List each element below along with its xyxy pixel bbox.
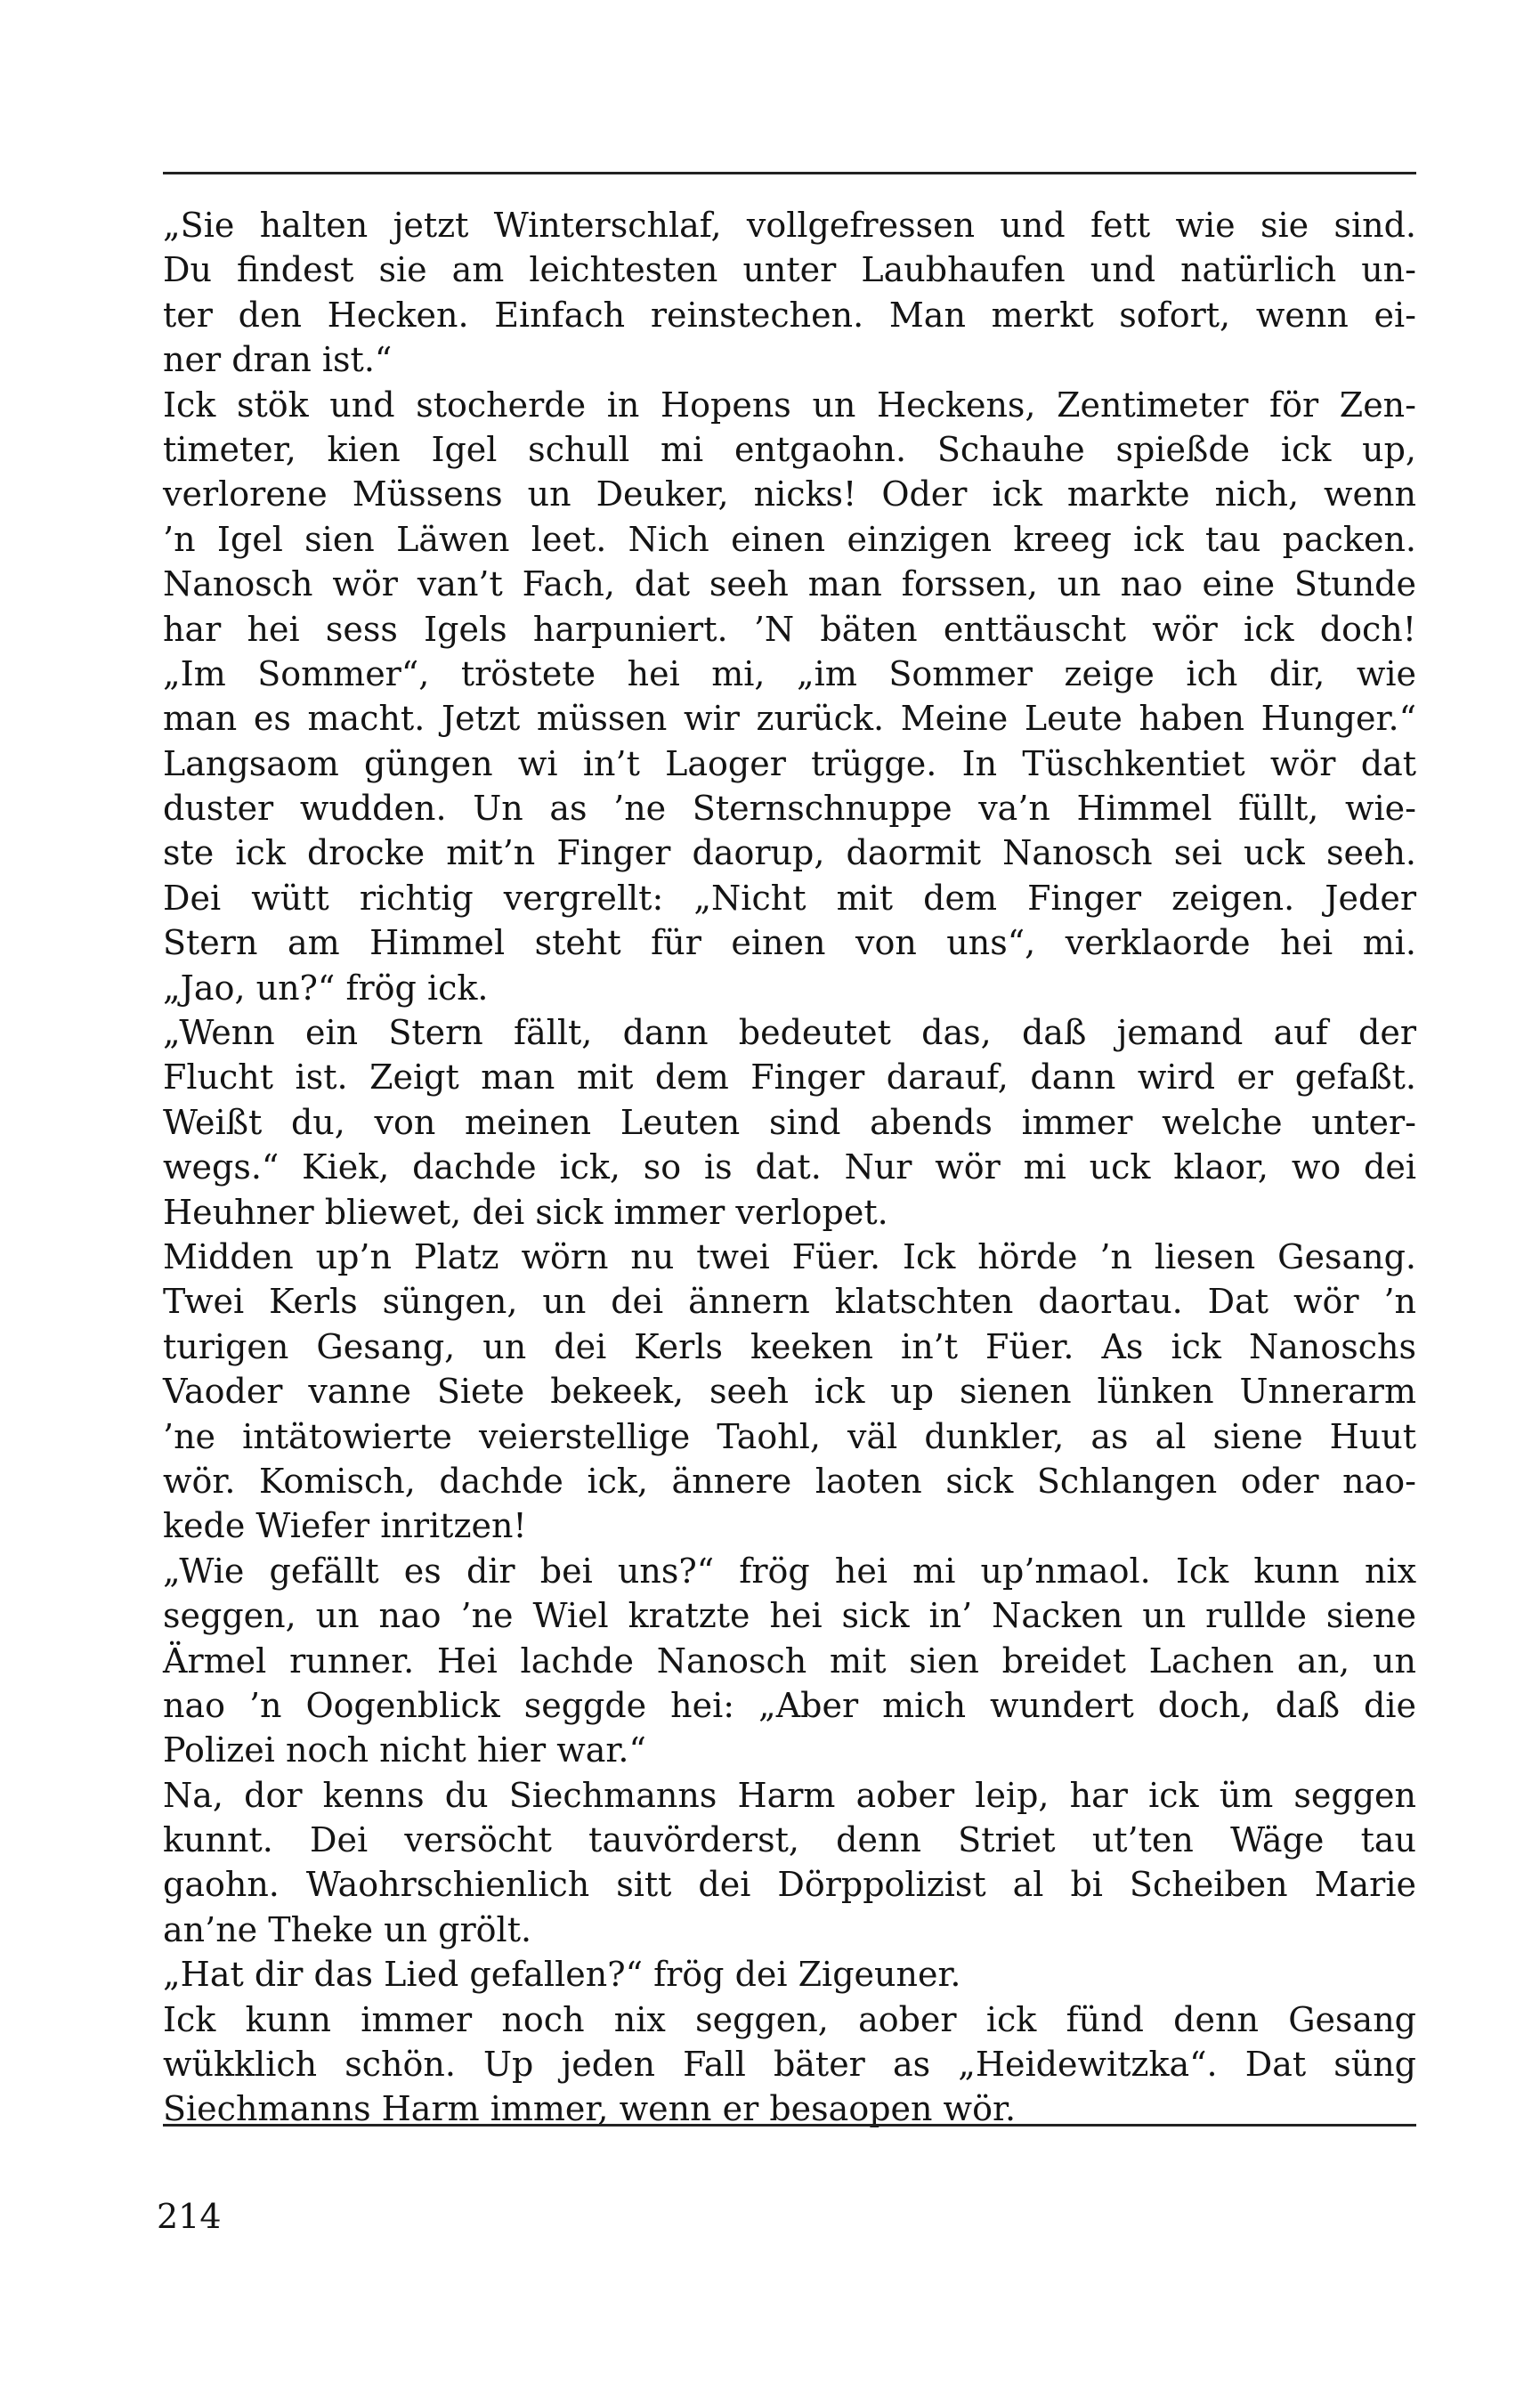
top-rule — [163, 172, 1416, 174]
text-line: ’n Igel sien Läwen leet. Nich einen einzigen kreeg ick tau packen. — [163, 519, 1416, 559]
text-line: Du findest sie am leichtesten unter Laubhaufen und natürlich un- — [163, 250, 1416, 290]
text-line: „Hat dir das Lied gefallen?“ frög dei Zigeuner. — [163, 1955, 961, 1995]
text-line: ner dran ist.“ — [163, 340, 393, 380]
text-line: „Wie gefällt es dir bei uns?“ frög hei mi up’nmaol. Ick kunn nix — [163, 1551, 1416, 1591]
text-line: „Im Sommer“, tröstete hei mi, „im Sommer zeige ich dir, wie — [163, 653, 1416, 693]
text-line: Langsaom güngen wi in’t Laoger trügge. In Tüschkentiet wör dat — [163, 743, 1416, 783]
text-line: „Wenn ein Stern fällt, dann bedeutet das, daß jemand auf der — [163, 1013, 1416, 1053]
text-line: ter den Hecken. Einfach reinstechen. Man merkt sofort, wenn ei- — [163, 295, 1416, 335]
text-line: har hei sess Igels harpuniert. ’N bäten enttäuscht wör ick doch! — [163, 609, 1416, 649]
text-line: an’ne Theke un grölt. — [163, 1909, 532, 1949]
text-line: man es macht. Jetzt müssen wir zurück. Meine Leute haben Hunger.“ — [163, 699, 1416, 739]
page-number: 214 — [157, 2197, 222, 2236]
text-line: „Jao, un?“ frög ick. — [163, 968, 489, 1008]
text-line: Vaoder vanne Siete bekeek, seeh ick up sienen lünken Unnerarm — [163, 1372, 1416, 1412]
bottom-rule — [163, 2124, 1416, 2127]
text-line: Dei wütt richtig vergrellt: „Nicht mit dem Finger zeigen. Jeder — [163, 878, 1416, 918]
text-line: Midden up’n Platz wörn nu twei Füer. Ick hörde ’n liesen Gesang. — [163, 1236, 1416, 1276]
text-line: Heuhner bliewet, dei sick immer verlopet. — [163, 1192, 888, 1232]
text-line: „Sie halten jetzt Winterschlaf, vollgefressen und fett wie sie sind. — [163, 206, 1416, 245]
text-line: kunnt. Dei versöcht tauvörderst, denn Striet ut’ten Wäge tau — [163, 1820, 1416, 1860]
text-line: gaohn. Waohrschienlich sitt dei Dörppolizist al bi Scheiben Marie — [163, 1865, 1416, 1905]
text-line: Flucht ist. Zeigt man mit dem Finger darauf, dann wird er gefaßt. — [163, 1057, 1416, 1098]
text-line: wegs.“ Kiek, dachde ick, so is dat. Nur wör mi uck klaor, wo dei — [163, 1147, 1416, 1187]
text-line: Polizei noch nicht hier war.“ — [163, 1730, 646, 1770]
text-line: Na, dor kenns du Siechmanns Harm aober leip, har ick üm seggen — [163, 1775, 1416, 1815]
text-line: turigen Gesang, un dei Kerls keeken in’t Füer. As ick Nanoschs — [163, 1326, 1416, 1366]
text-line: kede Wiefer inritzen! — [163, 1506, 527, 1546]
text-line: seggen, un nao ’ne Wiel kratzte hei sick in’ Nacken un rullde siene — [163, 1596, 1416, 1636]
text-line: nao ’n Oogenblick seggde hei: „Aber mich wundert doch, daß die — [163, 1685, 1416, 1725]
text-line: Nanosch wör van’t Fach, dat seeh man forssen, un nao eine Stunde — [163, 564, 1416, 604]
text-line: ste ick drocke mit’n Finger daorup, daormit Nanosch sei uck seeh. — [163, 833, 1416, 873]
text-line: Twei Kerls süngen, un dei ännern klatschten daortau. Dat wör ’n — [163, 1282, 1416, 1322]
text-line: Ick kunn immer noch nix seggen, aober ick fünd denn Gesang — [163, 1999, 1416, 2039]
text-line: Weißt du, von meinen Leuten sind abends immer welche unter- — [163, 1102, 1416, 1142]
text-line: duster wudden. Un as ’ne Sternschnuppe va’n Himmel füllt, wie- — [163, 789, 1416, 829]
text-line: Siechmanns Harm immer, wenn er besaopen wör. — [163, 2089, 1017, 2129]
text-line: timeter, kien Igel schull mi entgaohn. Schauhe spießde ick up, — [163, 429, 1416, 469]
text-line: Ick stök und stocherde in Hopens un Heckens, Zentimeter för Zen- — [163, 385, 1416, 425]
text-line: verlorene Müssens un Deuker, nicks! Oder ick markte nich, wenn — [163, 474, 1416, 514]
text-line: Ärmel runner. Hei lachde Nanosch mit sien breidet Lachen an, un — [163, 1641, 1416, 1681]
text-line: wükklich schön. Up jeden Fall bäter as „Heidewitzka“. Dat süng — [163, 2045, 1416, 2085]
body-text — [163, 203, 1416, 2132]
text-line: Stern am Himmel steht für einen von uns“, verklaorde hei mi. — [163, 923, 1416, 963]
text-line: ’ne intätowierte veierstellige Taohl, väl dunkler, as al siene Huut — [163, 1416, 1416, 1456]
text-line: wör. Komisch, dachde ick, ännere laoten sick Schlangen oder nao- — [163, 1461, 1416, 1501]
